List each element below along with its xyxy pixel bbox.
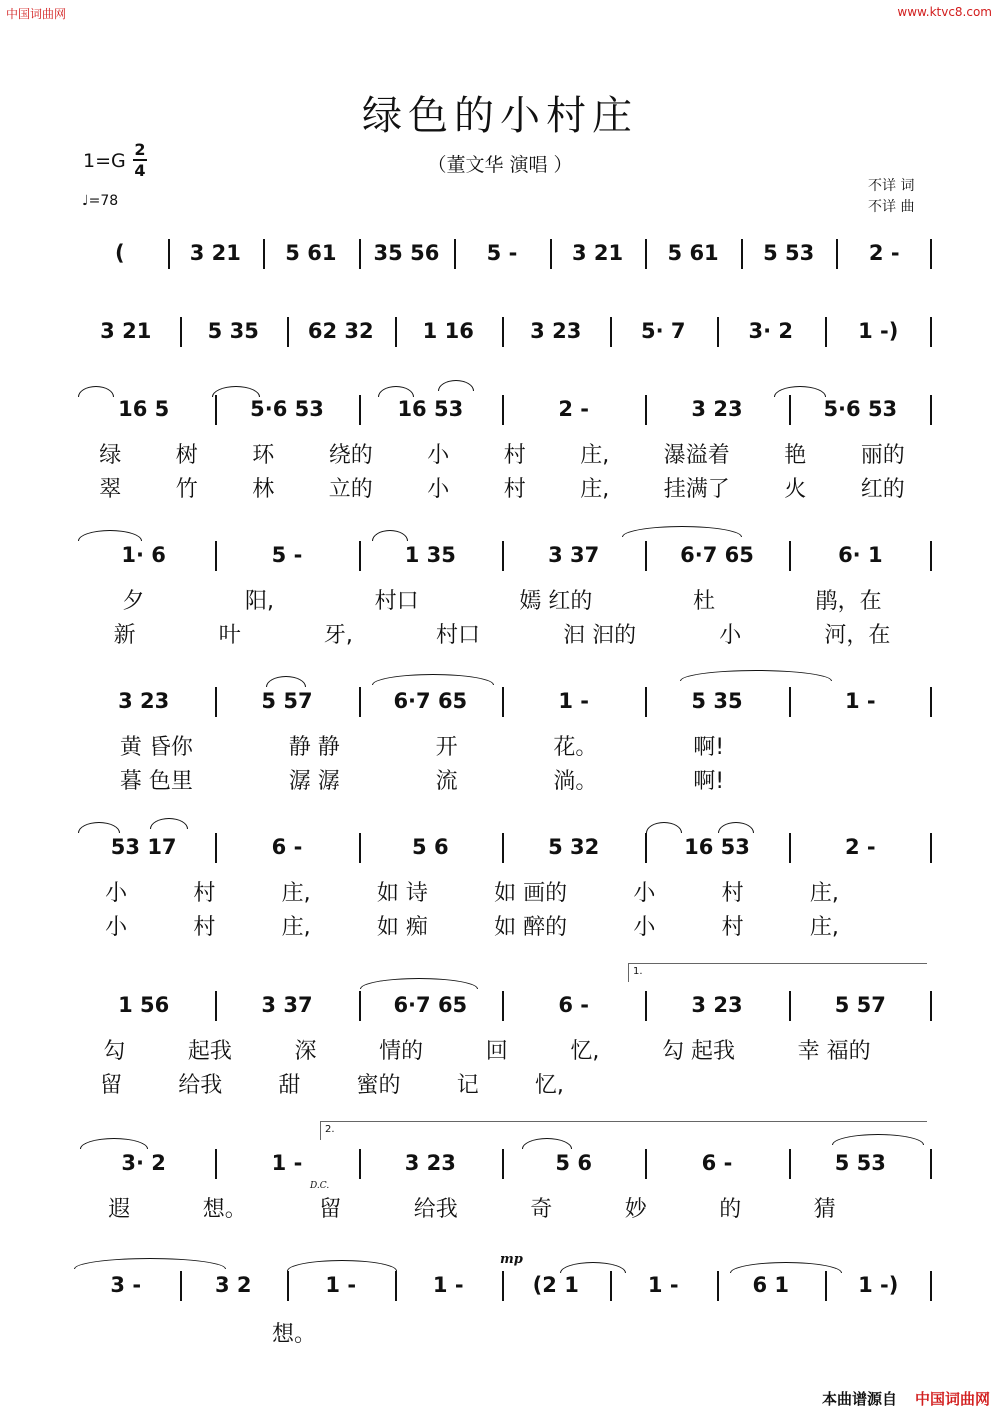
score-line (72, 538, 932, 572)
time-top: 2 (134, 140, 146, 159)
lyric-line (72, 584, 932, 614)
lyric-line (72, 618, 932, 648)
barline (789, 395, 791, 425)
lyric-line (72, 438, 932, 468)
performer: （董文华 演唱 ） (427, 154, 573, 176)
time-signature (132, 140, 148, 180)
measure: 3 - (110, 1273, 142, 1297)
lyric-syllable: 挂满了 (663, 477, 730, 502)
barline-end (930, 991, 932, 1021)
barline (168, 239, 170, 269)
lyric-syllable: 深 (294, 1039, 317, 1064)
lyric-line (72, 1192, 932, 1222)
lyric-syllable: 黄 昏你 (119, 735, 193, 760)
measure: 6·7 65 (393, 993, 468, 1017)
measure: 3 2 (214, 1273, 252, 1297)
barline (502, 833, 504, 863)
lyric-syllable: 想。 (272, 1322, 317, 1347)
slur (372, 674, 494, 685)
lyric-syllable: 妙 (624, 1197, 647, 1222)
measure: 5 53 (763, 241, 815, 265)
barline (717, 317, 719, 347)
barline-end (930, 239, 932, 269)
lyric-line (72, 730, 932, 760)
lyric-l8 (72, 1192, 872, 1223)
lyric-syllable: 村 (503, 443, 526, 468)
barline (395, 1271, 397, 1301)
lyric-verse1-l4 (72, 584, 932, 615)
lyric-syllable: 艳 (784, 443, 807, 468)
barline (287, 317, 289, 347)
lyric-syllable: 小 (427, 477, 450, 502)
slur (287, 1260, 397, 1271)
lyric-verse2-l7 (72, 1068, 592, 1099)
lyric-syllable: 潺 潺 (288, 769, 340, 794)
slur (80, 1138, 148, 1149)
measure: 6·7 65 (680, 543, 754, 567)
lyric-line (72, 910, 932, 940)
slur (78, 386, 114, 397)
lyric-l9 (272, 1317, 317, 1348)
measure: 5 6 (555, 1151, 592, 1175)
score-line (72, 1268, 932, 1302)
barline (836, 239, 838, 269)
lyric-syllable: 流 (435, 769, 458, 794)
measure: 5 35 (207, 319, 259, 343)
lyric-syllable: 村 (721, 915, 744, 940)
barline (215, 687, 217, 717)
measure: 1 - (271, 1151, 303, 1175)
barline (825, 317, 827, 347)
lyric-syllable: 如 醉的 (494, 915, 568, 940)
lyric-syllable: 河，在 (824, 623, 891, 648)
barline (263, 239, 265, 269)
lyric-line (72, 1068, 932, 1098)
slur (150, 818, 188, 829)
score-line (72, 392, 932, 426)
measure: 35 56 (373, 241, 440, 265)
measure: 3 21 (571, 241, 624, 265)
score-line (72, 236, 932, 270)
lyric-syllable: 丽的 (860, 443, 905, 468)
lyric-syllable: 庄, (580, 477, 610, 502)
lyric-line (72, 764, 932, 794)
barline-end (930, 1271, 932, 1301)
barline (789, 991, 791, 1021)
lyric-syllable: 立的 (328, 477, 373, 502)
volta-2: 2. (320, 1121, 927, 1140)
lyric-syllable: 小 (105, 881, 128, 906)
measure: (2 1 (532, 1273, 579, 1297)
measure: 3 37 (548, 543, 600, 567)
lyric-syllable: 淌。 (553, 769, 598, 794)
measure: 1 - (845, 689, 876, 713)
slur (266, 676, 306, 687)
barline (359, 541, 361, 571)
score-line (72, 1146, 932, 1180)
measure: 5 - (271, 543, 303, 567)
lyric-syllable: 记 (456, 1073, 479, 1098)
lyric-syllable: 庄, (281, 881, 311, 906)
barline (502, 991, 504, 1021)
score-line (72, 988, 932, 1022)
lyric-syllable: 如 诗 (376, 881, 428, 906)
slur (74, 1258, 226, 1269)
measure: 16 53 (684, 835, 750, 859)
measure: 3 23 (118, 689, 170, 713)
barline (645, 991, 647, 1021)
measure: 5 53 (834, 1151, 886, 1175)
lyric-syllable: 树 (175, 443, 198, 468)
barline-end (930, 1149, 932, 1179)
measure: 5·6 53 (823, 397, 898, 421)
barline (717, 1271, 719, 1301)
lyric-syllable: 夕 (122, 589, 145, 614)
lyric-syllable: 林 (252, 477, 275, 502)
lyric-syllable: 村 (193, 881, 216, 906)
score-line (72, 314, 932, 348)
lyric-syllable: 勾 (103, 1039, 126, 1064)
slur (646, 822, 682, 833)
barline (645, 1149, 647, 1179)
lyric-syllable: 留 (319, 1197, 342, 1222)
barline (645, 687, 647, 717)
lyric-syllable: 汩 汩的 (563, 623, 637, 648)
slur (438, 380, 474, 391)
barline (359, 239, 361, 269)
lyric-syllable: 绕的 (328, 443, 373, 468)
barline (550, 239, 552, 269)
measure: 5 57 (261, 689, 313, 713)
footer-source-site[interactable]: 中国词曲网 (914, 1390, 990, 1408)
barline-end (930, 541, 932, 571)
lyricist-credit: 不详 词 (868, 178, 915, 194)
lyric-syllable: 奇 (530, 1197, 553, 1222)
lyric-syllable: 叶 (218, 623, 241, 648)
measure: 53 17 (110, 835, 177, 859)
measure: 1 16 (422, 319, 474, 343)
score-line (72, 830, 932, 864)
measure: 5 61 (667, 241, 719, 265)
measure: 2 - (558, 397, 589, 421)
tempo-marking: ♩=78 (82, 193, 119, 209)
slur (360, 978, 478, 989)
lyric-syllable: 小 (105, 915, 128, 940)
lyric-syllable: 鹃，在 (815, 589, 882, 614)
slur (378, 386, 414, 397)
lyric-syllable: 忆, (534, 1073, 564, 1098)
lyric-syllable: 村 (721, 881, 744, 906)
lyric-syllable: 开 (435, 735, 458, 760)
lyric-syllable: 猜 (813, 1197, 836, 1222)
slur (372, 530, 408, 541)
slur (718, 822, 754, 833)
measure: 1 - (647, 1273, 679, 1297)
barline-end (930, 687, 932, 717)
lyric-syllable: 如 痴 (376, 915, 428, 940)
measure: 2 - (868, 241, 900, 265)
lyric-syllable: 村口 (435, 623, 480, 648)
lyric-syllable: 甜 (278, 1073, 301, 1098)
measure: 6 - (558, 993, 589, 1017)
lyric-verse1-l6 (72, 876, 872, 907)
barline (395, 317, 397, 347)
site-url-right[interactable]: www.ktvc8.com (897, 5, 992, 19)
measure: 5 35 (691, 689, 743, 713)
lyric-syllable: 情的 (379, 1039, 424, 1064)
lyric-syllable: 暮 色里 (119, 769, 193, 794)
lyric-line (72, 472, 932, 502)
volta-1: 1. (628, 963, 927, 982)
lyric-syllable: 牙, (323, 623, 353, 648)
site-name-left[interactable]: 中国词曲网 (6, 7, 67, 21)
barline-end (930, 395, 932, 425)
da-capo: D.C. (310, 1181, 330, 1191)
lyric-verse1-l3 (72, 438, 932, 469)
measure: 3 21 (100, 319, 152, 343)
lyric-syllable: 啊! (693, 769, 725, 794)
lyric-syllable: 勾 起我 (662, 1039, 736, 1064)
lyric-syllable: 杜 (692, 589, 715, 614)
measure: 3 23 (404, 1151, 456, 1175)
lyric-syllable: 小 (427, 443, 450, 468)
barline (825, 1271, 827, 1301)
barline (215, 395, 217, 425)
composer-credit: 不详 曲 (868, 199, 915, 215)
measure: 1 56 (118, 993, 170, 1017)
barline (454, 239, 456, 269)
measure: 16 5 (118, 397, 170, 421)
barline (359, 991, 361, 1021)
measure: 1 - (432, 1273, 464, 1297)
lyric-syllable: 如 画的 (494, 881, 568, 906)
barline (215, 991, 217, 1021)
lyric-syllable: 小 (719, 623, 742, 648)
lyric-syllable: 嫣 红的 (519, 589, 593, 614)
barline (215, 541, 217, 571)
barline (215, 833, 217, 863)
lyric-verse2-l6 (72, 910, 872, 941)
lyric-verse1-l5 (72, 730, 772, 761)
slur (622, 526, 742, 537)
measure: 62 32 (307, 319, 374, 343)
measure: 6 1 (752, 1273, 790, 1297)
measure: 3 23 (691, 993, 743, 1017)
measure: 1 - (558, 689, 589, 713)
measure: 1 -) (858, 319, 899, 343)
lyric-syllable: 遐 (108, 1197, 131, 1222)
lyric-syllable: 新 (113, 623, 136, 648)
measure: 3· 2 (748, 319, 793, 343)
lyric-syllable: 留 (100, 1073, 123, 1098)
barline (180, 317, 182, 347)
lyric-syllable: 回 (485, 1039, 508, 1064)
slur (78, 822, 120, 833)
measure: 6 - (271, 835, 303, 859)
measure: 5· 7 (640, 319, 686, 343)
measure: 1 -) (858, 1273, 899, 1297)
barline (645, 239, 647, 269)
lyric-syllable: 庄, (809, 915, 839, 940)
barline (789, 687, 791, 717)
lyric-syllable: 庄, (580, 443, 610, 468)
barline (789, 833, 791, 863)
barline-end (930, 833, 932, 863)
lyric-verse2-l3 (72, 472, 932, 503)
barline-end (930, 317, 932, 347)
lyric-syllable: 起我 (187, 1039, 232, 1064)
barline (287, 1271, 289, 1301)
footer-source-label: 本曲谱源自 (821, 1390, 897, 1408)
lyric-line (72, 1034, 932, 1064)
lyric-syllable: 蜜的 (356, 1073, 401, 1098)
barline (180, 1271, 182, 1301)
lyric-syllable: 幸 福的 (797, 1039, 871, 1064)
lyric-syllable: 忆, (570, 1039, 600, 1064)
barline (502, 317, 504, 347)
measure: 5 6 (412, 835, 449, 859)
barline (645, 833, 647, 863)
barline (610, 1271, 612, 1301)
lyric-syllable: 小 (633, 915, 656, 940)
barline (215, 1149, 217, 1179)
measure: 3· 2 (121, 1151, 166, 1175)
barline (359, 395, 361, 425)
time-bottom: 4 (134, 161, 146, 180)
barline (359, 1149, 361, 1179)
measure: 5 - (486, 241, 518, 265)
lyric-syllable: 红的 (860, 477, 905, 502)
lyric-syllable: 绿 (99, 443, 122, 468)
measure: 5 32 (548, 835, 600, 859)
score-line (72, 684, 932, 718)
measure: 5 61 (285, 241, 337, 265)
lyric-verse2-l4 (72, 618, 932, 649)
barline (502, 541, 504, 571)
measure: 6·7 65 (393, 689, 468, 713)
lyric-syllable: 村 (193, 915, 216, 940)
slur (560, 1262, 626, 1273)
barline (645, 541, 647, 571)
lyric-syllable: 花。 (553, 735, 598, 760)
lyric-syllable: 庄, (281, 915, 311, 940)
lyric-syllable: 啊! (693, 735, 725, 760)
lyric-syllable: 阳, (245, 589, 274, 614)
lyric-syllable: 村口 (374, 589, 419, 614)
barline (789, 1149, 791, 1179)
measure: 1 35 (404, 543, 456, 567)
lyric-syllable: 静 静 (288, 735, 340, 760)
measure: 1 - (325, 1273, 357, 1297)
lyric-syllable: 给我 (413, 1197, 458, 1222)
measure: 5 57 (834, 993, 886, 1017)
measure: 6· 1 (838, 543, 883, 567)
measure: 3 21 (189, 241, 241, 265)
measure: 6 - (701, 1151, 733, 1175)
lyric-syllable: 翠 (99, 477, 122, 502)
lyric-verse2-l5 (72, 764, 772, 795)
slur (212, 386, 260, 397)
lyric-syllable: 环 (252, 443, 275, 468)
measure: ( (114, 241, 125, 265)
lyric-syllable: 火 (784, 477, 807, 502)
measure: 2 - (845, 835, 876, 859)
measure: 5·6 53 (250, 397, 324, 421)
barline (502, 395, 504, 425)
barline (741, 239, 743, 269)
lyric-line (72, 876, 932, 906)
lyric-verse1-l7 (72, 1034, 902, 1065)
barline (359, 833, 361, 863)
slur (730, 1262, 842, 1273)
slur (774, 386, 826, 397)
measure: 16 53 (397, 397, 464, 421)
song-title: 绿色的小村庄 (362, 93, 638, 139)
barline (502, 687, 504, 717)
barline (502, 1271, 504, 1301)
measure: 3 23 (530, 319, 582, 343)
measure: 3 23 (691, 397, 743, 421)
lyric-syllable: 竹 (175, 477, 198, 502)
lyric-syllable: 给我 (178, 1073, 223, 1098)
barline (610, 317, 612, 347)
barline (645, 395, 647, 425)
lyric-syllable: 想。 (202, 1197, 247, 1222)
lyric-syllable: 庄, (809, 881, 839, 906)
measure: 1· 6 (121, 543, 166, 567)
lyric-syllable: 小 (633, 881, 656, 906)
lyric-syllable: 的 (719, 1197, 742, 1222)
slur (680, 670, 832, 681)
barline (789, 541, 791, 571)
measure: 3 37 (261, 993, 313, 1017)
barline (359, 687, 361, 717)
slur (78, 530, 142, 541)
lyric-syllable: 村 (503, 477, 526, 502)
footer-credit (822, 1388, 990, 1409)
lyric-line (72, 1317, 932, 1347)
dynamic-mp: mp (500, 1252, 523, 1267)
key-signature: 1=G (83, 150, 126, 172)
lyric-syllable: 瀑溢着 (663, 443, 730, 468)
barline (502, 1149, 504, 1179)
